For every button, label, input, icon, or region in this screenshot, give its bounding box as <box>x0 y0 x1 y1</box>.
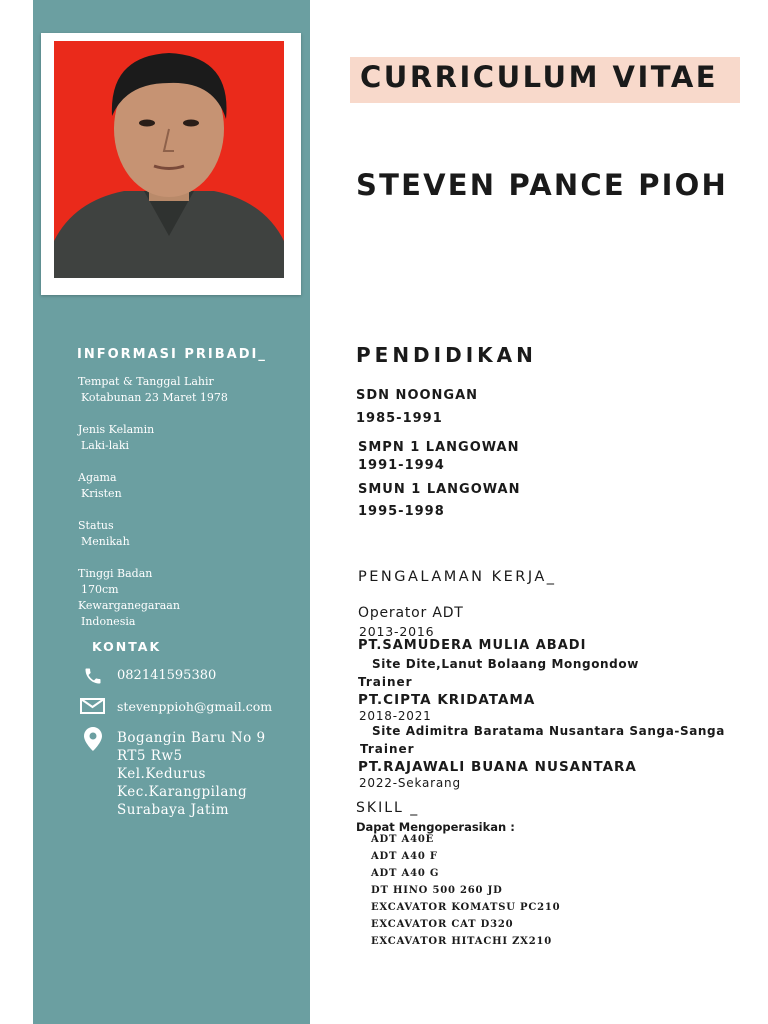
birth-label: Tempat & Tanggal Lahir <box>78 375 214 388</box>
phone-number[interactable]: 082141595380 <box>117 668 217 683</box>
job-position: Operator ADT <box>358 605 464 621</box>
education-school: SMUN 1 LANGOWAN <box>358 482 521 497</box>
education-years: 1995-1998 <box>358 504 445 519</box>
job-position: Trainer <box>360 742 415 756</box>
skill-item: DT HINO 500 260 JD <box>371 885 503 896</box>
skill-item: EXCAVATOR HITACHI ZX210 <box>371 936 553 947</box>
address-block <box>117 729 266 819</box>
job-company: PT.SAMUDERA MULIA ABADI <box>358 638 587 653</box>
gender-label: Jenis Kelamin <box>78 423 155 436</box>
address-line: Kel.Kedurus <box>117 766 206 782</box>
birth-value: Kotabunan 23 Maret 1978 <box>81 391 228 404</box>
location-pin-icon <box>84 727 102 751</box>
experience-heading: PENGALAMAN KERJA_ <box>358 569 557 585</box>
education-school: SMPN 1 LANGOWAN <box>358 440 520 455</box>
education-years: 1991-1994 <box>358 458 445 473</box>
religion-label: Agama <box>78 471 117 484</box>
skill-item: ADT A40E <box>371 834 435 845</box>
skill-item: EXCAVATOR CAT D320 <box>371 919 514 930</box>
education-years: 1985-1991 <box>356 411 443 426</box>
nationality-label: Kewarganegaraan <box>78 599 180 612</box>
gender-value: Laki-laki <box>81 439 130 452</box>
skill-item: EXCAVATOR KOMATSU PC210 <box>371 902 561 913</box>
nationality-value: Indonesia <box>81 615 136 628</box>
job-years: 2022-Sekarang <box>359 776 461 790</box>
address-line: Kec.Karangpilang <box>117 784 248 800</box>
skill-subheading: Dapat Mengoperasikan : <box>356 820 515 834</box>
marital-status-label: Status <box>78 519 114 532</box>
job-years: 2013-2016 <box>359 624 435 639</box>
height-label: Tinggi Badan <box>78 567 153 580</box>
skill-item: ADT A40 G <box>371 868 440 879</box>
contact-heading: KONTAK <box>92 639 162 654</box>
marital-status-value: Menikah <box>81 535 130 548</box>
job-company: PT.RAJAWALI BUANA NUSANTARA <box>358 759 637 775</box>
email-address[interactable]: stevenppioh@gmail.com <box>117 699 273 714</box>
height-value: 170cm <box>81 583 119 596</box>
education-school: SDN NOONGAN <box>356 388 479 403</box>
personal-info-heading: INFORMASI PRIBADI_ <box>77 347 267 362</box>
religion-value: Kristen <box>81 487 122 500</box>
profile-photo-frame <box>41 33 301 295</box>
address-line: RT5 Rw5 <box>117 748 183 764</box>
education-heading: PENDIDIKAN <box>356 343 537 367</box>
job-site: Site Dite,Lanut Bolaang Mongondow <box>372 657 639 671</box>
address-line: Bogangin Baru No 9 <box>117 730 266 746</box>
profile-photo <box>54 41 284 278</box>
skill-heading: SKILL _ <box>356 800 420 816</box>
document-title: CURRICULUM VITAE <box>360 60 719 94</box>
envelope-icon <box>80 698 105 714</box>
job-position: Trainer <box>358 675 413 689</box>
person-name: STEVEN PANCE PIOH <box>356 168 728 202</box>
job-site: Site Adimitra Baratama Nusantara Sanga-Sanga <box>372 724 725 738</box>
portrait-illustration <box>54 41 284 278</box>
job-years: 2018-2021 <box>359 709 432 723</box>
skill-item: ADT A40 F <box>371 851 438 862</box>
job-company: PT.CIPTA KRIDATAMA <box>358 692 536 708</box>
phone-icon <box>83 666 103 686</box>
address-line: Surabaya Jatim <box>117 802 230 818</box>
